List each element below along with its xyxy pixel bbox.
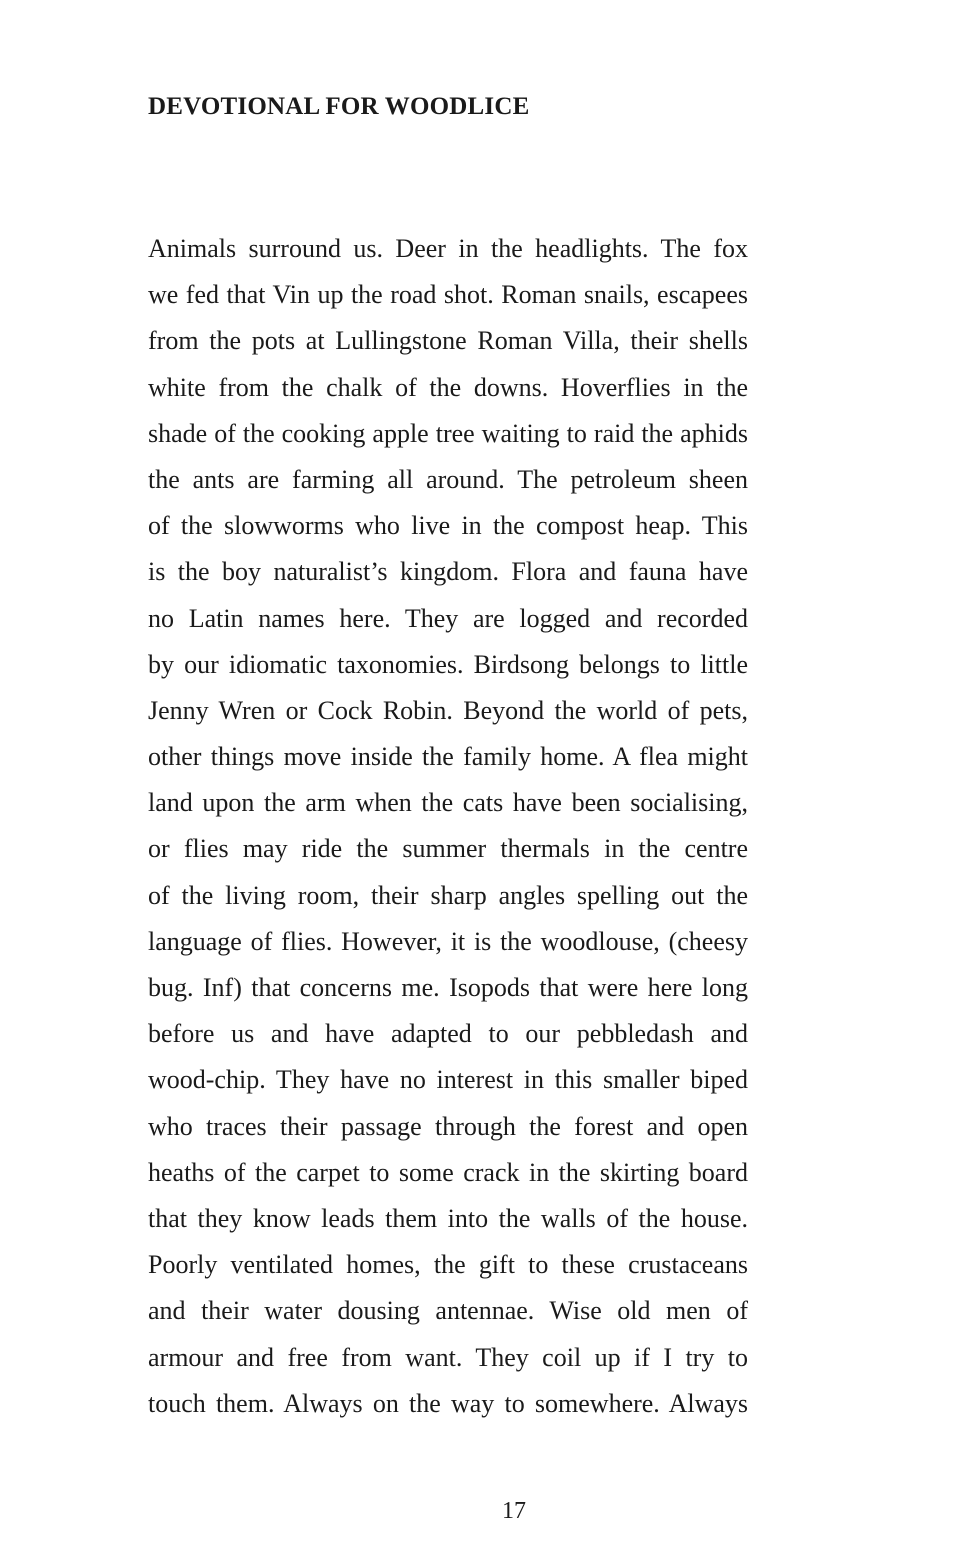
text-line: armour and free from want. They coil up if I try to — [148, 1342, 748, 1372]
text-line: of the slowworms who live in the compost heap. This — [148, 511, 748, 541]
text-line: heaths of the carpet to some crack in the skirting board — [148, 1157, 748, 1187]
text-line: we fed that Vin up the road shot. Roman snails, escapees — [148, 280, 748, 310]
text-line: touch them. Always on the way to somewhere. Always — [148, 1388, 748, 1418]
text-line: from the pots at Lullingstone Roman Villa, their shells — [148, 326, 748, 356]
text-line: white from the chalk of the downs. Hoverflies in the — [148, 372, 748, 402]
text-line: Poorly ventilated homes, the gift to these crustaceans — [148, 1250, 748, 1280]
text-line: Animals surround us. Deer in the headlights. The fox — [148, 234, 748, 263]
text-line: language of flies. However, it is the woodlouse, (cheesy — [148, 926, 748, 956]
text-line: and their water dousing antennae. Wise old men of — [148, 1296, 748, 1326]
text-line: before us and have adapted to our pebbledash and — [148, 1019, 748, 1049]
body-paragraph — [148, 226, 748, 1427]
text-line: or flies may ride the summer thermals in the centre — [148, 834, 748, 864]
text-line: that they know leads them into the walls of the house. — [148, 1203, 748, 1233]
text-line: the ants are farming all around. The petroleum sheen — [148, 464, 748, 494]
text-line: who traces their passage through the forest and open — [148, 1111, 748, 1141]
text-line: land upon the arm when the cats have been socialising, — [148, 788, 748, 818]
text-line: Jenny Wren or Cock Robin. Beyond the world of pets, — [148, 695, 748, 725]
text-line: no Latin names here. They are logged and recorded — [148, 603, 748, 633]
chapter-title: DEVOTIONAL FOR WOODLICE — [148, 93, 530, 120]
page-number: 17 — [502, 1498, 526, 1524]
text-line: other things move inside the family home. A flea might — [148, 742, 748, 772]
text-line: by our idiomatic taxonomies. Birdsong belongs to little — [148, 649, 748, 679]
text-line: is the boy naturalist’s kingdom. Flora and fauna have — [148, 557, 748, 587]
text-line: shade of the cooking apple tree waiting to raid the aphids — [148, 418, 748, 448]
text-line: of the living room, their sharp angles spelling out the — [148, 880, 748, 910]
text-line: wood-chip. They have no interest in this smaller biped — [148, 1065, 748, 1095]
text-line: bug. Inf) that concerns me. Isopods that were here long — [148, 973, 748, 1002]
